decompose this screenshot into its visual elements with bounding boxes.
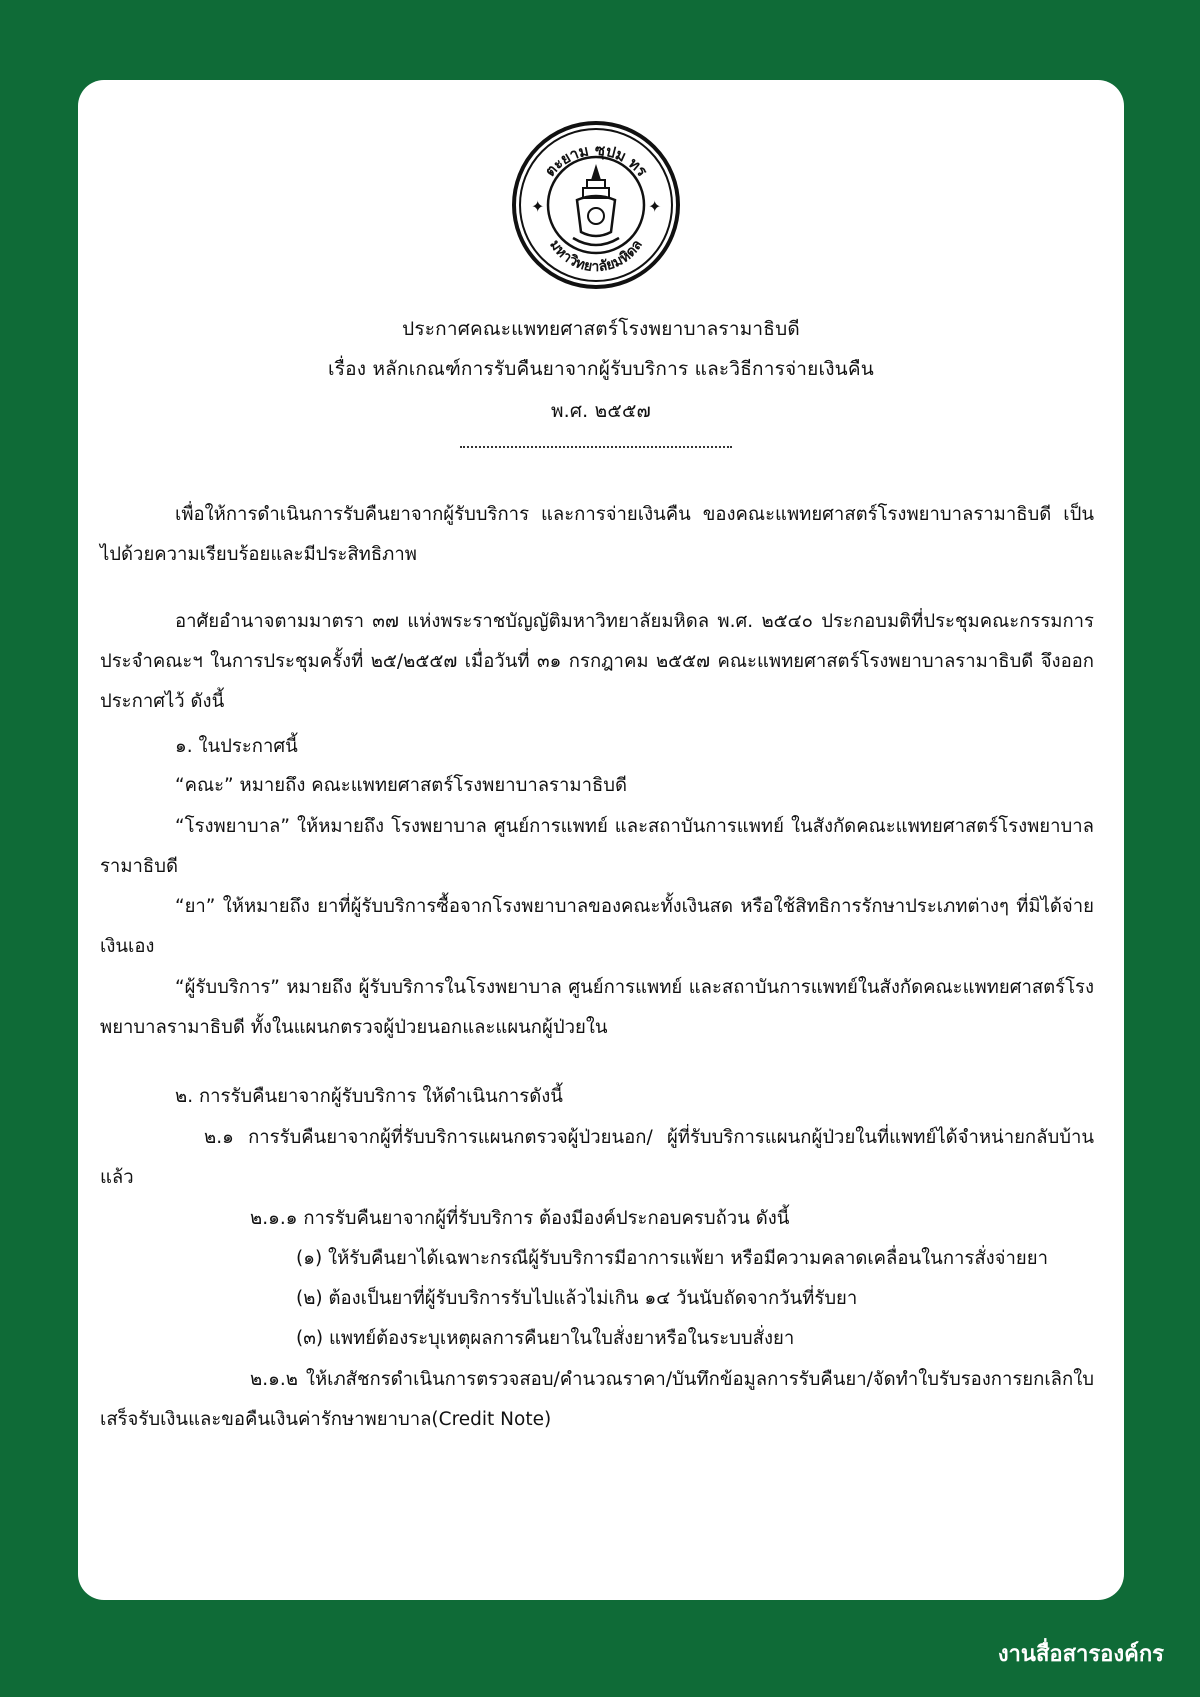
svg-text:✦: ✦ [648, 197, 662, 216]
seal-top-text: ตะยาม ซุปม ทร [540, 140, 652, 180]
condition-item-2: (๒) ต้องเป็นยาที่ผู้รับบริการรับไปแล้วไม่เกิน ๑๔ วันนับถัดจากวันที่รับยา [296, 1288, 858, 1309]
university-seal [511, 120, 681, 290]
section-2-1-2: ๒.๑.๒ ให้เภสัชกรดำเนินการตรวจสอบ/คำนวณราคา/บันทึกข้อมูลการรับคืนยา/จัดทำใบรับรองการยกเลิกใบเสร็จรับเงินและขอคืนเงินค่ารักษาพยาบาล(Credit Note) [100, 1369, 1094, 1430]
definition-drug: “ยา” ให้หมายถึง ยาที่ผู้รับบริการซื้อจากโรงพยาบาลของคณะทั้งเงินสด หรือใช้สิทธิการรักษาประเภทต่างๆ ที่มิได้จ่ายเงินเอง [100, 896, 1094, 957]
definition-client: “ผู้รับบริการ” หมายถึง ผู้รับบริการในโรงพยาบาล ศูนย์การแพทย์ และสถาบันการแพทย์ในสังกัดคณะแพทยศาสตร์โรงพยาบาลรามาธิบดี ทั้งในแผนกตรวจผู้ป่วยนอกและแผนกผู้ป่วยใน [100, 977, 1094, 1038]
footer-department-label: งานสื่อสารองค์กร [997, 1642, 1164, 1667]
svg-text:✦: ✦ [531, 197, 545, 216]
separator-dotted-line [460, 442, 732, 448]
section-2-1-1: ๒.๑.๑ การรับคืนยาจากผู้ที่รับบริการ ต้องมีองค์ประกอบครบถ้วน ดังนี้ [250, 1208, 790, 1229]
condition-item-3: (๓) แพทย์ต้องระบุเหตุผลการคืนยาในใบสั่งยาหรือในระบบสั่งยา [296, 1328, 795, 1349]
condition-item-1: (๑) ให้รับคืนยาได้เฉพาะกรณีผู้รับบริการมีอาการแพ้ยา หรือมีความคลาดเคลื่อนในการสั่งจ่ายยา [296, 1248, 1048, 1269]
paragraph-purpose: เพื่อให้การดำเนินการรับคืนยาจากผู้รับบริการ และการจ่ายเงินคืน ของคณะแพทยศาสตร์โรงพยาบาลรามาธิบดี เป็นไปด้วยความเรียบร้อยและมีประสิทธิภาพ [100, 504, 1094, 565]
section-2-1: ๒.๑ การรับคืนยาจากผู้ที่รับบริการแผนกตรวจผู้ป่วยนอก/ ผู้ที่รับบริการแผนกผู้ป่วยในที่แพทย์ได้จำหน่ายกลับบ้านแล้ว [100, 1127, 1094, 1188]
announcement-subject: เรื่อง หลักเกณฑ์การรับคืนยาจากผู้รับบริการ และวิธีการจ่ายเงินคืน [328, 358, 874, 380]
section-2-title: ๒. การรับคืนยาจากผู้รับบริการ ให้ดำเนินการดังนี้ [175, 1086, 563, 1107]
section-1-title: ๑. ในประกาศนี้ [175, 736, 298, 757]
paragraph-authority: อาศัยอำนาจตามมาตรา ๓๗ แห่งพระราชบัญญัติมหาวิทยาลัยมหิดล พ.ศ. ๒๕๔๐ ประกอบมติที่ประชุมคณะกรรมการประจำคณะฯ ในการประชุมครั้งที่ ๒๕/๒๕๕๗ เมื่อวันที่ ๓๑ กรกฎาคม ๒๕๕๗ คณะแพทยศาสตร์โรงพยาบาลรามาธิบดี จึงออกประกาศไว้ ดังนี้ [100, 611, 1094, 712]
definition-hospital: “โรงพยาบาล” ให้หมายถึง โรงพยาบาล ศูนย์การแพทย์ และสถาบันการแพทย์ ในสังกัดคณะแพทยศาสตร์โรงพยาบาลรามาธิบดี [100, 816, 1094, 877]
seal-bottom-text: มหาวิทยาลัยมหิดล [546, 237, 646, 276]
announcement-year: พ.ศ. ๒๕๕๗ [550, 400, 652, 422]
announcement-title: ประกาศคณะแพทยศาสตร์โรงพยาบาลรามาธิบดี [402, 318, 800, 340]
definition-faculty: “คณะ” หมายถึง คณะแพทยศาสตร์โรงพยาบาลรามาธิบดี [175, 775, 628, 796]
